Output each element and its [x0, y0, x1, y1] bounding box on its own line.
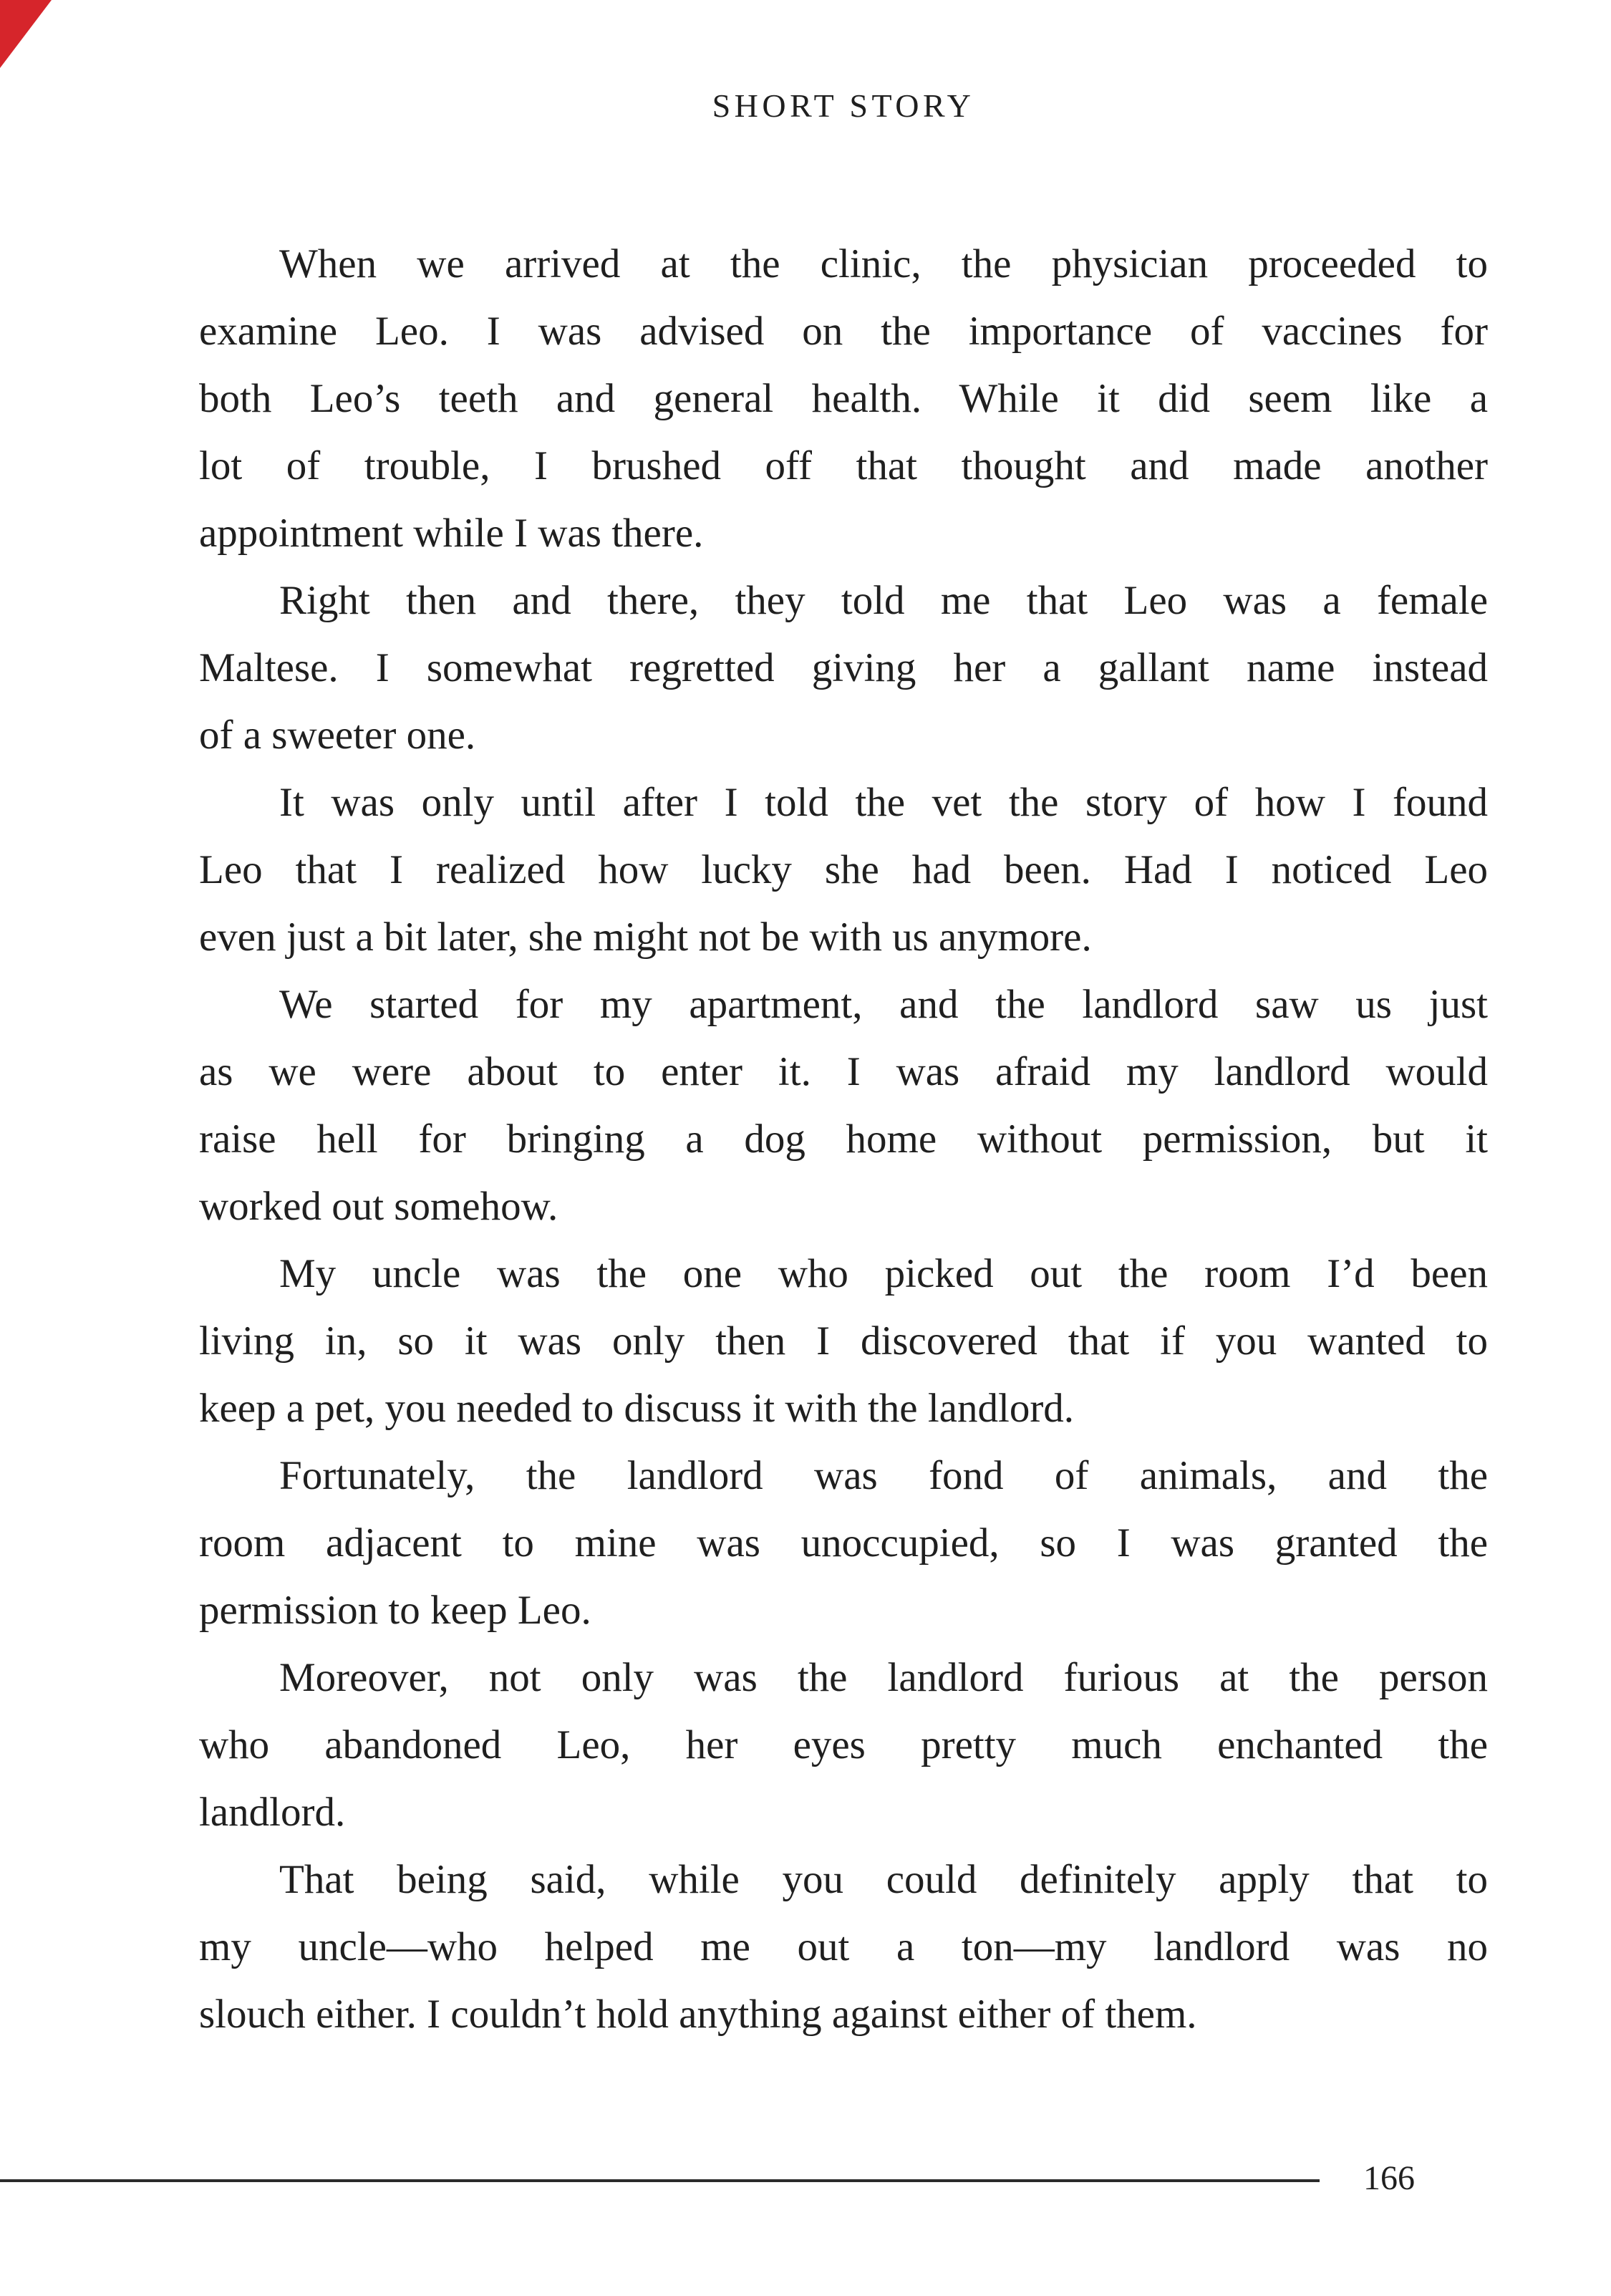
- text-line: My uncle was the one who picked out the room I’d been: [279, 1251, 1488, 1296]
- page-number: 166: [1363, 2159, 1415, 2197]
- text-line: both Leo’s teeth and general health. While it did seem like a: [199, 376, 1488, 421]
- text-line: of a sweeter one.: [199, 713, 476, 758]
- text-line: Maltese. I somewhat regretted giving her a gallant name instead: [199, 645, 1488, 690]
- text-line: living in, so it was only then I discovered that if you wanted to: [199, 1318, 1488, 1364]
- text-line: keep a pet, you needed to discuss it with the landlord.: [199, 1386, 1075, 1431]
- text-line: That being said, while you could definitely apply that to: [279, 1857, 1488, 1902]
- text-line: Fortunately, the landlord was fond of animals, and the: [279, 1453, 1488, 1498]
- text-line: appointment while I was there.: [199, 511, 704, 556]
- text-line: as we were about to enter it. I was afraid my landlord would: [199, 1049, 1488, 1094]
- text-line: raise hell for bringing a dog home without permission, but it: [199, 1116, 1488, 1162]
- text-line: lot of trouble, I brushed off that thought and made another: [199, 443, 1488, 488]
- text-line: Leo that I realized how lucky she had been. Had I noticed Leo: [199, 847, 1488, 892]
- text-line: room adjacent to mine was unoccupied, so I was granted the: [199, 1520, 1488, 1566]
- text-line: permission to keep Leo.: [199, 1588, 591, 1633]
- text-line: It was only until after I told the vet the story of how I found: [279, 780, 1488, 825]
- text-line: worked out somehow.: [199, 1184, 558, 1229]
- text-line: my uncle—who helped me out a ton—my landlord was no: [199, 1924, 1488, 1969]
- running-header: [199, 88, 1488, 125]
- text-line: slouch either. I couldn’t hold anything against either of them.: [199, 1992, 1197, 2037]
- page-corner-ribbon: [0, 0, 52, 68]
- text-line: Right then and there, they told me that Leo was a female: [279, 578, 1488, 623]
- text-line: examine Leo. I was advised on the importance of vaccines for: [199, 309, 1488, 354]
- text-line: even just a bit later, she might not be with us anymore.: [199, 915, 1092, 960]
- text-line: who abandoned Leo, her eyes pretty much enchanted the: [199, 1722, 1488, 1767]
- text-line: When we arrived at the clinic, the physician proceeded to: [279, 241, 1488, 286]
- text-line: landlord.: [199, 1790, 346, 1835]
- running-header-text: SHORT STORY: [712, 87, 975, 124]
- footer-rule: [0, 2179, 1320, 2182]
- story-text-block: [199, 231, 1488, 2048]
- text-line: Moreover, not only was the landlord furious at the person: [279, 1655, 1488, 1700]
- text-line: We started for my apartment, and the landlord saw us just: [279, 982, 1488, 1027]
